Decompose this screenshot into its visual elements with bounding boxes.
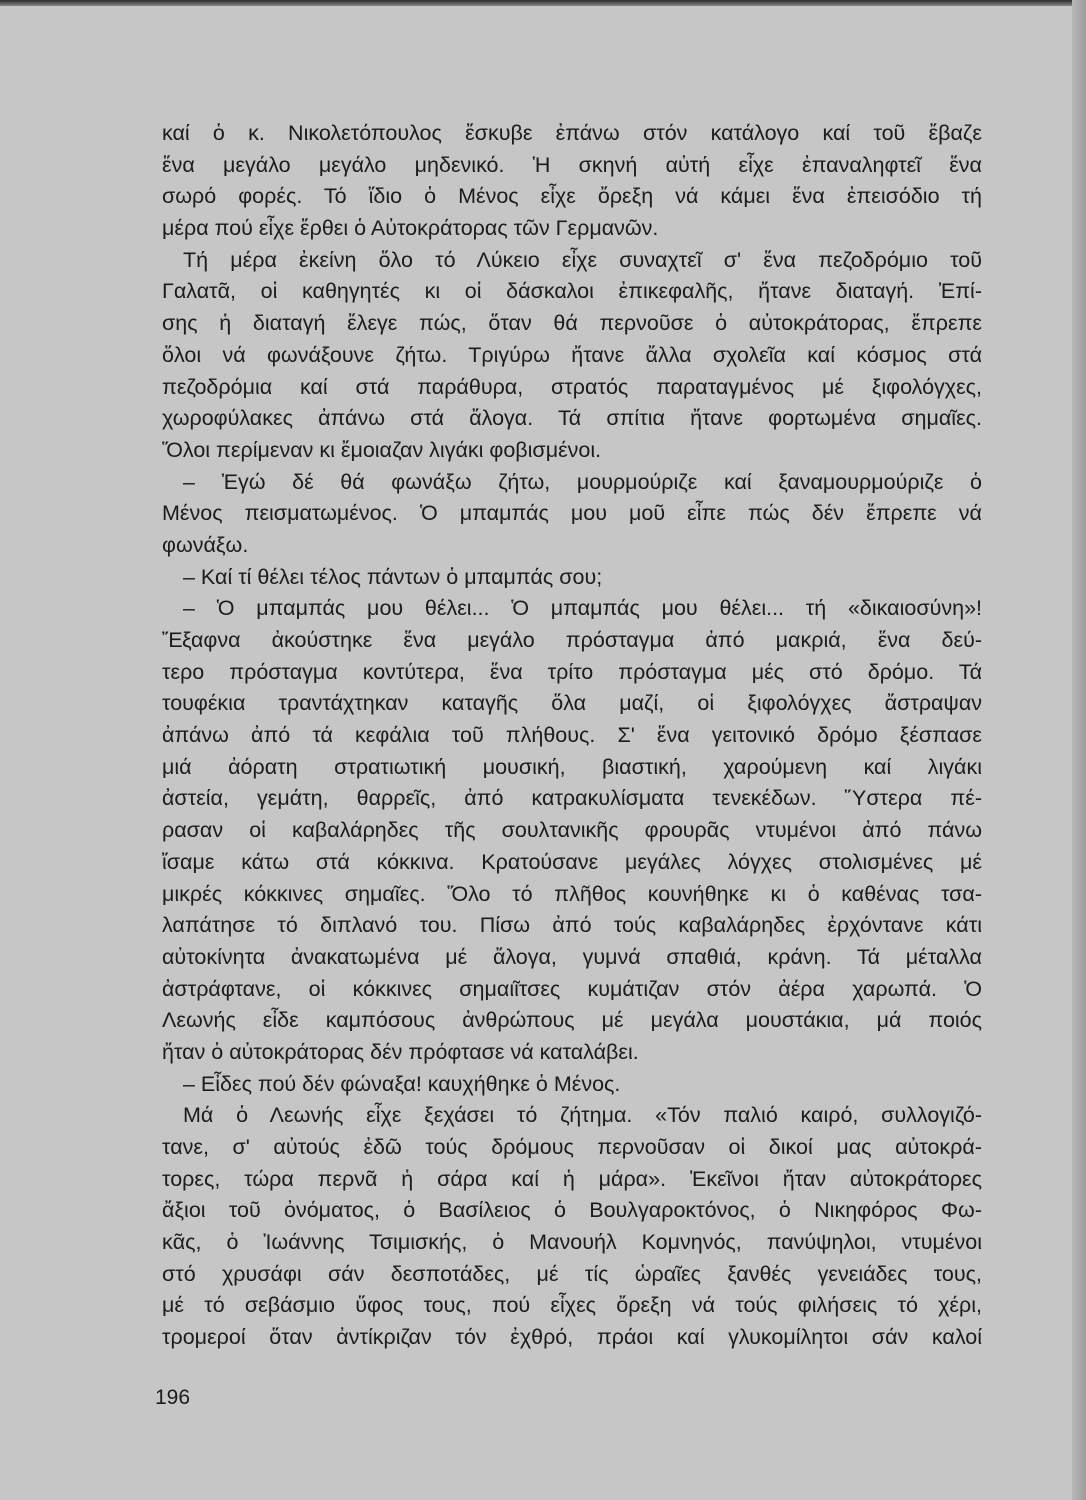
page-number: 196 [155,1386,191,1409]
text-line: Μά ὁ Λεωνής εἶχε ξεχάσει τό ζήτημα. «Τόν παλιό καιρό, συλλογιζό- [183,1103,982,1128]
text-line: – Καί τί θέλει τέλος πάντων ὁ μπαμπάς σου; [183,564,603,589]
text-line: τουφέκια τραντάχτηκαν καταγῆς ὅλα μαζί, οἱ ξιφολόγχες ἄστραψαν [162,691,982,716]
text-line: καί ὁ κ. Νικολετόπουλος ἔσκυβε ἐπάνω στόν κατάλογο καί τοῦ ἔβαζε [162,121,982,145]
text-line: τρομεροί ὅταν ἀντίκριζαν τόν ἐχθρό, πράοι καί γλυκομίλητοι σάν καλοί [162,1325,982,1350]
text-line: τορες, τώρα περνᾶ ἡ σάρα καί ἡ μάρα». Ἐκεῖνοι ἤταν αὐτοκράτορες [162,1166,982,1191]
text-line: Ὅλοι περίμεναν κι ἔμοιαζαν λιγάκι φοβισμένοι. [162,437,602,462]
text-line: Μένος πεισματωμένος. Ὁ μπαμπάς μου μοῦ εἶπε πώς δέν ἔπρεπε νά [162,501,982,526]
text-line: ἀστράφτανε, οἱ κόκκινες σημαιῖτσες κυμάτιζαν στόν ἀέρα χαρωπά. Ὁ [162,976,982,1001]
text-line: στό χρυσάφι σάν δεσποτάδες, μέ τίς ὡραῖες ξανθές γενειάδες τους, [162,1261,982,1286]
text-line: ὅλοι νά φωνάξουνε ζήτω. Τριγύρω ἤτανε ἄλλα σχολεῖα καί κόσμος στά [162,342,982,367]
text-line: Γαλατᾶ, οἱ καθηγητές κι οἱ δάσκαλοι ἐπικεφαλῆς, ἤτανε διαταγή. Ἐπί- [162,279,982,304]
text-line: σης ἡ διαταγή ἔλεγε πώς, ὅταν θά περνοῦσε ὁ αὐτοκράτορας, ἔπρεπε [162,311,982,336]
text-line: ἀστεία, γεμάτη, θαρρεῖς, ἀπό κατρακυλίσματα τενεκέδων. Ὕστερα πέ- [162,786,982,811]
text-line: ἕνα μεγάλο μεγάλο μηδενικό. Ἡ σκηνή αὐτή εἶχε ἐπαναληφτεῖ ἕνα [162,152,982,177]
text-line: τερο πρόσταγμα κοντύτερα, ἕνα τρίτο πρόσταγμα μές στό δρόμο. Τά [162,659,982,684]
text-line: Λεωνής εἶδε καμπόσους ἀνθρώπους μέ μεγάλα μουστάκια, μά ποιός [162,1008,982,1033]
text-line: τανε, σ' αὐτούς ἐδῶ τούς δρόμους περνοῦσαν οἱ δικοί μας αὐτοκρά- [162,1135,982,1159]
text-line: Τή μέρα ἐκείνη ὅλο τό Λύκειο εἶχε συναχτεῖ σ' ἕνα πεζοδρόμιο τοῦ [183,247,982,272]
text-line: – Ὁ μπαμπάς μου θέλει... Ὁ μπαμπάς μου θέλει... τή «δικαιοσύνη»! [183,596,982,621]
scan-right-edge [1072,0,1086,1500]
text-line: ρασαν οἱ καβαλάρηδες τῆς σουλτανικῆς φρουρᾶς ντυμένοι ἀπό πάνω [162,818,982,843]
text-line: λαπάτησε τό διπλανό του. Πίσω ἀπό τούς καβαλάρηδες ἐρχόντανε κάτι [162,913,982,938]
text-line: αὐτοκίνητα ἀνακατωμένα μέ ἄλογα, γυμνά σπαθιά, κράνη. Τά μέταλλα [162,944,982,969]
text-line: μικρές κόκκινες σημαῖες. Ὅλο τό πλῆθος κουνήθηκε κι ὁ καθένας τσα- [162,881,982,906]
text-line: ἀπάνω ἀπό τά κεφάλια τοῦ πλήθους. Σ' ἕνα γειτονικό δρόμο ξέσπασε [162,723,982,748]
text-line: ἤταν ὁ αὐτοκράτορας δέν πρόφτασε νά καταλάβει. [162,1039,639,1064]
text-line: μέ τό σεβάσμιο ὕφος τους, πού εἶχες ὄρεξη νά τούς φιλήσεις τό χέρι, [162,1293,982,1318]
text-line: – Εἶδες πού δέν φώναξα! καυχήθηκε ὁ Μένος. [183,1071,621,1096]
text-line: κᾶς, ὁ Ἰωάννης Τσιμισκής, ὁ Μανουήλ Κομνηνός, πανύψηλοι, ντυμένοι [162,1230,982,1255]
text-line: ἄξιοι τοῦ ὀνόματος, ὁ Βασίλειος ὁ Βουλγαροκτόνος, ὁ Νικηφόρος Φω- [162,1198,982,1223]
text-line: ἴσαμε κάτω στά κόκκινα. Κρατούσανε μεγάλες λόγχες στολισμένες μέ [162,849,982,874]
text-line: μέρα πού εἶχε ἔρθει ὁ Αὐτοκράτορας τῶν Γερμανῶν. [162,216,659,241]
text-line: σωρό φορές. Τό ἴδιο ὁ Μένος εἶχε ὄρεξη νά κάμει ἕνα ἐπεισόδιο τή [162,184,982,209]
text-line: – Ἐγώ δέ θά φωνάξω ζήτω, μουρμούριζε καί ξαναμουρμούριζε ὁ [183,469,982,494]
text-line: μιά ἀόρατη στρατιωτική μουσική, βιαστική, χαρούμενη καί λιγάκι [162,754,982,779]
text-line: πεζοδρόμια καί στά παράθυρα, στρατός παραταγμένος μέ ξιφολόγχες, [162,374,982,399]
text-line: φωνάξω. [162,532,249,557]
text-line: Ἔξαφνα ἀκούστηκε ἕνα μεγάλο πρόσταγμα ἀπό μακριά, ἕνα δεύ- [162,628,982,652]
body-text [162,118,982,1354]
scan-top-edge [0,0,1086,6]
text-line: χωροφύλακες ἀπάνω στά ἄλογα. Τά σπίτια ἤτανε φορτωμένα σημαῖες. [162,406,982,431]
